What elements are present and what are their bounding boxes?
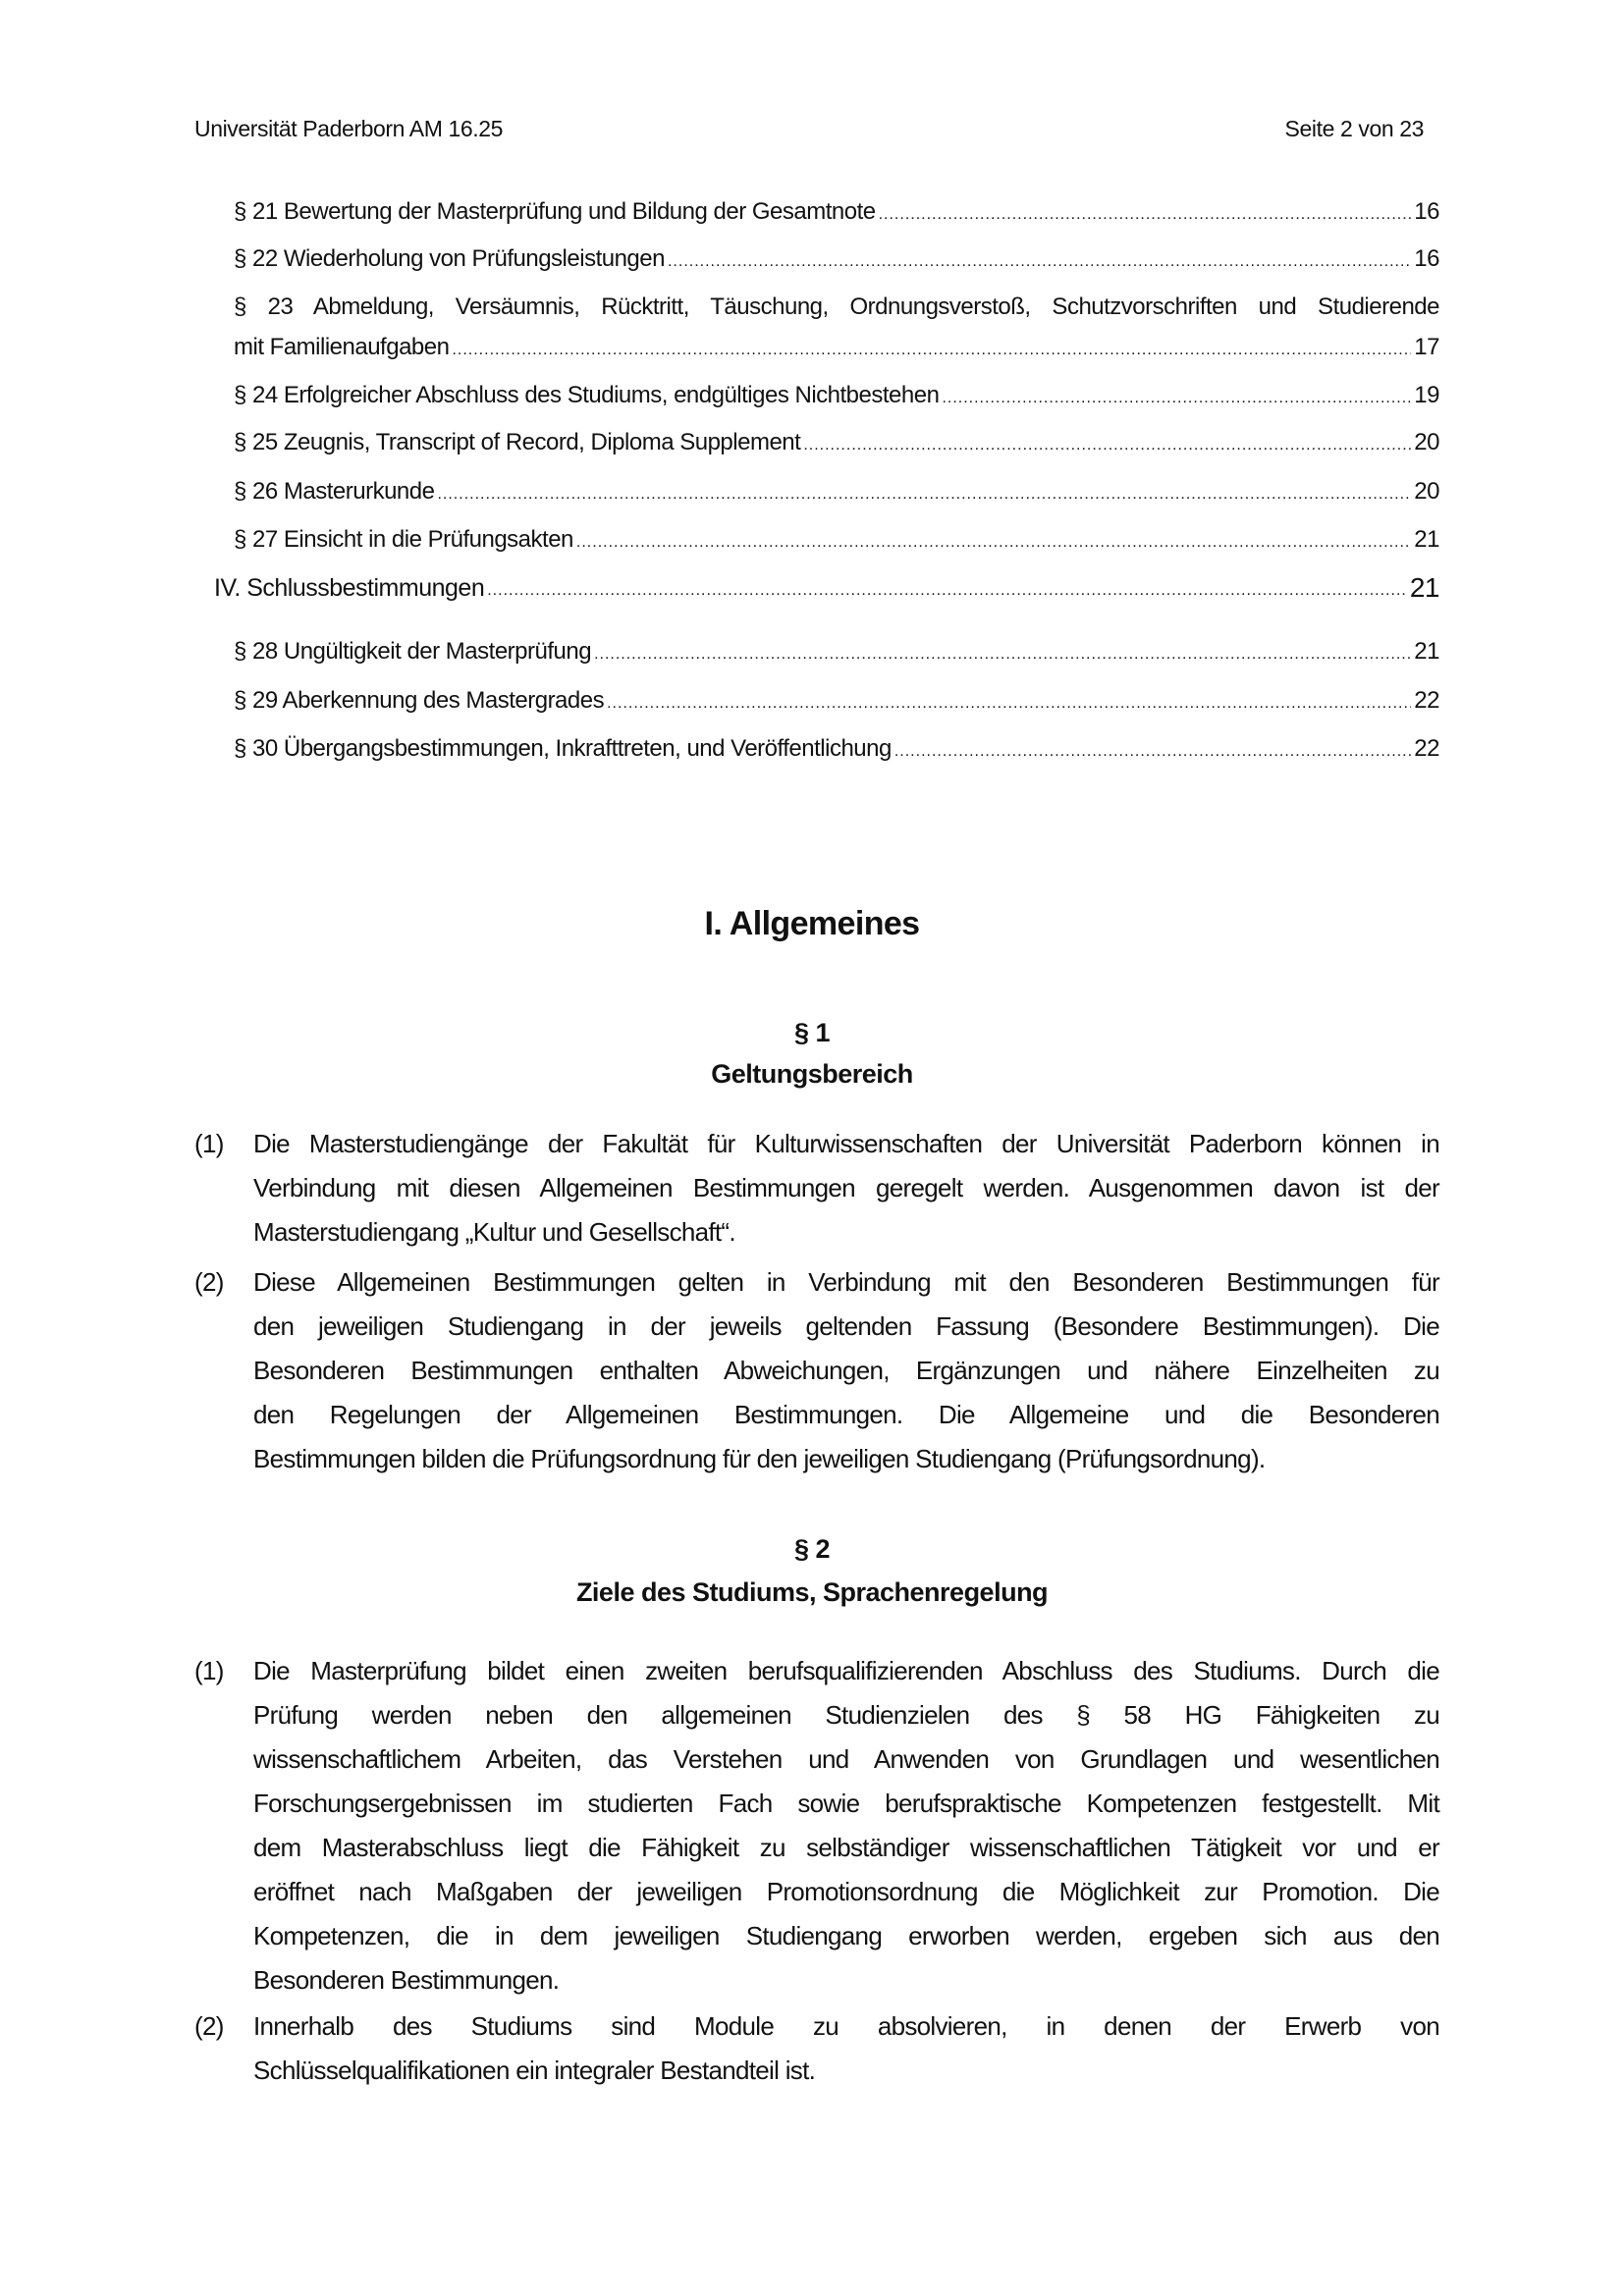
toc-entry[interactable]: [234, 379, 1439, 412]
toc-entry-line1[interactable]: [234, 291, 1439, 324]
header-document-id: Universität Paderborn AM 16.25: [194, 116, 504, 141]
toc-entry-title: § 30 Übergangsbestimmungen, Inkrafttreten, und Veröffentlichung: [234, 735, 892, 762]
paragraph-line: Forschungsergebnissen im studierten Fach sowie berufspraktische Kompetenzen festgestellt. Mit: [253, 1789, 1439, 1818]
toc-entry-title: § 24 Erfolgreicher Abschluss des Studiums, endgültiges Nichtbestehen: [234, 382, 940, 408]
toc-entry-title: § 22 Wiederholung von Prüfungsleistungen: [234, 245, 665, 272]
toc-entry-title: § 28 Ungültigkeit der Masterprüfung: [234, 638, 592, 665]
paragraph: [194, 1260, 1439, 1481]
section-title: Ziele des Studiums, Sprachenregelung: [575, 1577, 1049, 1607]
toc-entry[interactable]: [234, 635, 1439, 668]
paragraph: [194, 1649, 1439, 2002]
section-title: Geltungsbereich: [711, 1059, 913, 1089]
toc-entry[interactable]: [234, 195, 1439, 229]
toc-entry-page: 19: [1414, 382, 1439, 408]
toc-entry[interactable]: [234, 475, 1439, 508]
paragraph-line: dem Masterabschluss liegt die Fähigkeit zu selbständiger wissenschaftlichen Tätigkeit vor und er: [253, 1833, 1439, 1862]
paragraph-number: (1): [194, 1656, 224, 1685]
toc-entry-page: 17: [1414, 334, 1439, 360]
paragraph-line: Besonderen Bestimmungen.: [253, 1965, 560, 1995]
toc-entry-page: 20: [1414, 478, 1439, 505]
toc-entry-page: 20: [1414, 429, 1439, 455]
paragraph-line: wissenschaftlichem Arbeiten, das Verstehen und Anwenden von Grundlagen und wesentlichen: [253, 1744, 1439, 1774]
paragraph: [194, 2004, 1439, 2093]
paragraph-line: Schlüsselqualifikationen ein integraler Bestandteil ist.: [253, 2056, 816, 2085]
toc-leader: [576, 529, 1411, 557]
paragraph: [194, 1122, 1439, 1255]
paragraph-line: Bestimmungen bilden die Prüfungsordnung für den jeweiligen Studiengang (Prüfungsordnung).: [253, 1444, 1266, 1473]
section-number: § 1: [793, 1018, 831, 1047]
toc-entry[interactable]: [234, 426, 1439, 459]
paragraph-line: den Regelungen der Allgemeinen Bestimmungen. Die Allgemeine und die Besonderen: [253, 1400, 1439, 1429]
toc-leader: [607, 690, 1411, 718]
paragraph-line: Kompetenzen, die in dem jeweiligen Studiengang erworben werden, ergeben sich aus den: [253, 1921, 1439, 1950]
toc-entry-title-line1: § 23 Abmeldung, Versäumnis, Rücktritt, Täuschung, Ordnungsverstoß, Schutzvorschriften und Studierende: [234, 294, 1439, 320]
paragraph-line: den jeweiligen Studiengang in der jeweils geltenden Fassung (Besondere Bestimmungen). Die: [253, 1311, 1439, 1341]
toc-entry-title: § 29 Aberkennung des Mastergrades: [234, 687, 605, 714]
toc-entry[interactable]: [234, 242, 1439, 276]
paragraph-line: Innerhalb des Studiums sind Module zu absolvieren, in denen der Erwerb von: [253, 2011, 1439, 2041]
toc-leader: [879, 201, 1412, 229]
toc-entry-page: 16: [1414, 198, 1439, 225]
toc-entry[interactable]: [234, 331, 1439, 364]
chapter-heading: I. Allgemeines: [704, 905, 920, 942]
toc-entry-page: 22: [1414, 687, 1439, 714]
toc-entry-page: 16: [1414, 245, 1439, 272]
toc-leader: [942, 385, 1411, 412]
toc-entry-title: § 25 Zeugnis, Transcript of Record, Diploma Supplement: [234, 429, 801, 455]
toc-entry-page: 21: [1409, 572, 1439, 603]
paragraph-line: Verbindung mit diesen Allgemeinen Bestimmungen geregelt werden. Ausgenommen davon ist der: [253, 1173, 1439, 1202]
toc-entry-title: mit Familienaufgaben: [234, 334, 450, 360]
paragraph-line: Die Masterstudiengänge der Fakultät für Kulturwissenschaften der Universität Paderborn können in: [253, 1129, 1439, 1158]
paragraph-line: Prüfung werden neben den allgemeinen Studienzielen des § 58 HG Fähigkeiten zu: [253, 1700, 1439, 1730]
toc-entry-page: 22: [1414, 735, 1439, 762]
toc-entry[interactable]: [234, 523, 1439, 557]
toc-entry-title: § 27 Einsicht in die Prüfungsakten: [234, 526, 573, 553]
toc-leader: [803, 432, 1411, 459]
toc-leader: [487, 577, 1407, 605]
toc-chapter-entry[interactable]: [214, 571, 1439, 605]
toc-entry-title: IV. Schlussbestimmungen: [214, 574, 485, 602]
toc-entry-page: 21: [1414, 638, 1439, 665]
paragraph-line: Diese Allgemeinen Bestimmungen gelten in Verbindung mit den Besonderen Bestimmungen für: [253, 1267, 1439, 1297]
toc-leader: [594, 641, 1411, 668]
paragraph-number: (2): [194, 1267, 224, 1297]
paragraph-line: Masterstudiengang „Kultur und Gesellschaft“.: [253, 1217, 735, 1247]
toc-entry[interactable]: [234, 684, 1439, 718]
toc-leader: [894, 738, 1411, 766]
paragraph-number: (2): [194, 2011, 224, 2041]
toc-entry[interactable]: [234, 732, 1439, 766]
toc-leader: [668, 248, 1411, 276]
paragraph-line: eröffnet nach Maßgaben der jeweiligen Promotionsordnung die Möglichkeit zur Promotion. Die: [253, 1877, 1439, 1906]
toc-leader: [452, 337, 1411, 364]
paragraph-line: Die Masterprüfung bildet einen zweiten berufsqualifizierenden Abschluss des Studiums. Durch die: [253, 1656, 1439, 1685]
toc-leader: [437, 481, 1411, 508]
paragraph-number: (1): [194, 1129, 224, 1158]
section-number: § 2: [793, 1534, 831, 1564]
paragraph-line: Besonderen Bestimmungen enthalten Abweichungen, Ergänzungen und nähere Einzelheiten zu: [253, 1356, 1439, 1385]
toc-entry-title: § 26 Masterurkunde: [234, 478, 435, 505]
header-page-number: Seite 2 von 23: [1284, 116, 1424, 141]
toc-entry-page: 21: [1414, 526, 1439, 553]
toc-entry-title: § 21 Bewertung der Masterprüfung und Bildung der Gesamtnote: [234, 198, 876, 225]
